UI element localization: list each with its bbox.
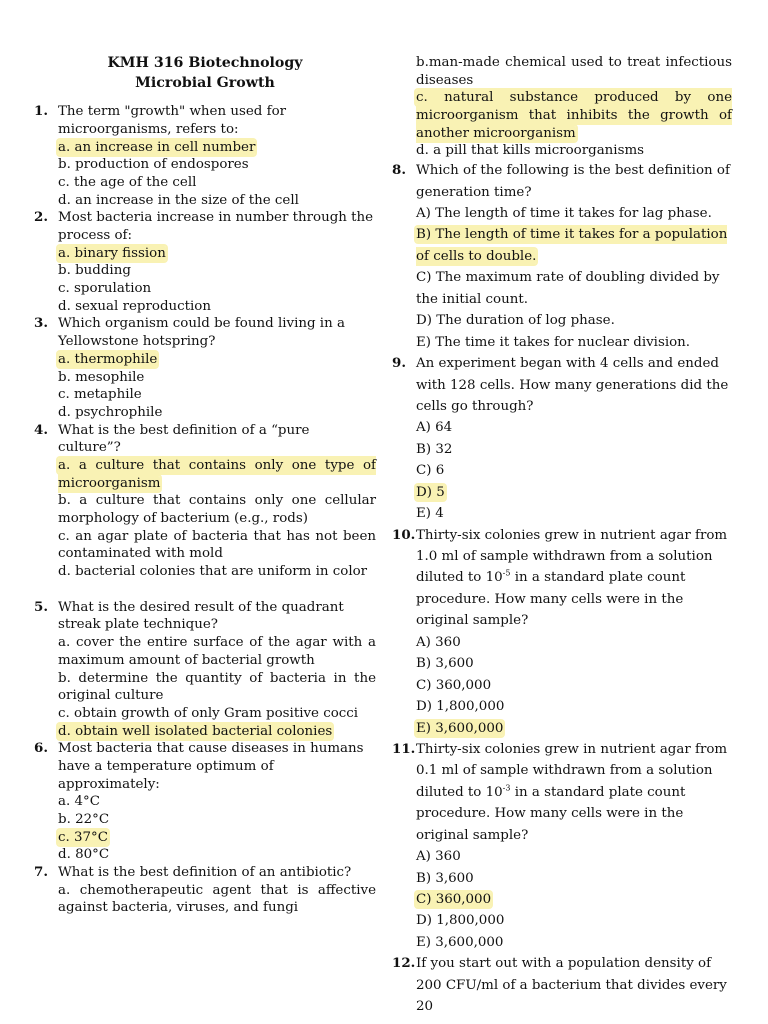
option-e — [416, 718, 732, 739]
question-6 — [34, 740, 376, 864]
question-stem: Thirty-six colonies grew in nutrient agar from 1.0 ml of sample withdrawn from a solution diluted to $10^{-5}$ in a standard plate count procedure. How many cells were in the original sample? — [416, 527, 728, 629]
option-b — [416, 224, 732, 267]
option-b: b. mesophile — [58, 369, 145, 385]
option-c: C) The maximum rate of doubling divided by the initial count. — [416, 270, 720, 307]
highlighted-answer: c. 37°C — [58, 829, 108, 845]
highlighted-answer: a. thermophile — [58, 351, 158, 367]
question-stem: Which of the following is the best definition of generation time? — [416, 163, 730, 200]
option-a — [58, 457, 376, 492]
highlighted-answer: D) 5 — [416, 484, 445, 500]
highlighted-answer: C) 360,000 — [416, 892, 492, 907]
highlighted-answer: c. natural substance produced by one microorganism that inhibits the growth of another microorganism — [416, 90, 732, 141]
option-b: b. budding — [58, 263, 131, 279]
question-3 — [34, 315, 376, 421]
option-b: b. 22°C — [58, 812, 110, 827]
question-9 — [392, 353, 732, 525]
question-number: 6. — [34, 740, 48, 757]
course-title: KMH 316 Biotechnology — [107, 55, 303, 71]
option-a: a. cover the entire surface of the agar with a maximum amount of bacterial growth — [58, 635, 376, 668]
highlighted-answer: B) The length of time it takes for a population of cells to double. — [416, 227, 728, 264]
option-d: D) 1,800,000 — [416, 913, 505, 929]
option-d: d. bacterial colonies that are uniform in color — [58, 564, 368, 580]
option-d: d. 80°C — [58, 847, 110, 863]
question-number: 10. — [392, 526, 416, 543]
highlighted-answer: a. an increase in cell number — [58, 139, 256, 155]
question-stem: The term "growth" when used for microorganisms, refers to: — [58, 104, 287, 137]
question-7-continued — [392, 54, 732, 160]
question-number: 7. — [34, 864, 48, 881]
option-b: b. production of endospores — [58, 157, 249, 173]
option-a: A) The length of time it takes for lag phase. — [416, 206, 712, 221]
option-a: A) 360 — [416, 634, 461, 650]
question-4 — [34, 422, 376, 581]
option-b: B) 3,600 — [416, 870, 474, 886]
option-d — [416, 482, 732, 503]
option-a: a. 4°C — [58, 794, 100, 810]
question-number: 9. — [392, 355, 406, 372]
left-column — [34, 54, 376, 917]
question-stem: What is the desired result of the quadrant streak plate technique? — [58, 599, 344, 633]
question-number: 3. — [34, 315, 48, 332]
question-10 — [392, 525, 732, 739]
option-c — [58, 829, 376, 847]
question-stem: Most bacteria that cause diseases in humans have a temperature optimum of approximately: — [58, 741, 364, 792]
question-number: 12. — [392, 955, 416, 972]
highlighted-answer: a. binary fission — [58, 245, 166, 261]
option-d: D) The duration of log phase. — [416, 313, 615, 329]
question-number: 4. — [34, 421, 48, 438]
highlighted-answer: a. a culture that contains only one type of microorganism — [58, 457, 376, 491]
option-d: d. psychrophile — [58, 404, 163, 420]
option-c: C) 6 — [416, 463, 445, 479]
option-c: c. metaphile — [58, 387, 142, 403]
question-stem: Most bacteria increase in number through the process of: — [58, 210, 374, 243]
option-b: B) 3,600 — [416, 656, 474, 672]
option-c: c. an agar plate of bacteria that has not been contaminated with mold — [58, 528, 376, 562]
option-d: D) 1,800,000 — [416, 699, 505, 715]
option-e: E) 3,600,000 — [416, 934, 504, 950]
question-number: 11. — [392, 740, 416, 757]
option-e: E) The time it takes for nuclear division. — [416, 334, 691, 350]
option-a: a. chemotherapeutic agent that is affective against bacteria, viruses, and fungi — [58, 882, 376, 916]
option-a — [58, 245, 376, 263]
option-c — [416, 89, 732, 142]
question-1 — [34, 103, 376, 209]
option-a — [58, 139, 376, 157]
question-5 — [34, 599, 376, 741]
right-column — [392, 54, 732, 1018]
question-number: 8. — [392, 162, 406, 179]
option-b: B) 32 — [416, 441, 453, 457]
option-e: E) 4 — [416, 506, 444, 522]
option-b: b. a culture that contains only one cellular morphology of bacterium (e.g., rods) — [58, 493, 376, 526]
question-8 — [392, 160, 732, 353]
question-7 — [34, 864, 376, 917]
option-d: d. an increase in the size of the cell — [58, 192, 299, 208]
option-d: d. sexual reproduction — [58, 298, 211, 314]
option-a: A) 360 — [416, 849, 461, 865]
question-stem: If you start out with a population density of 200 CFU/ml of a bacterium that divides every 20 — [416, 956, 727, 1015]
highlighted-answer: d. obtain well isolated bacterial colonies — [58, 723, 333, 739]
option-c: C) 360,000 — [416, 677, 492, 693]
question-number: 1. — [34, 103, 48, 120]
option-d — [58, 723, 376, 741]
option-a: A) 64 — [416, 420, 453, 436]
option-c: c. the age of the cell — [58, 174, 197, 190]
option-d: d. a pill that kills microorganisms — [416, 143, 645, 159]
highlighted-answer: E) 3,600,000 — [416, 720, 504, 736]
question-stem: An experiment began with 4 cells and ended with 128 cells. How many generations did the cells go through? — [416, 356, 729, 414]
option-c: c. sporulation — [58, 281, 152, 297]
question-number: 5. — [34, 598, 48, 615]
question-stem: What is the best definition of an antibiotic? — [58, 865, 352, 881]
question-stem: Which organism could be found living in a Yellowstone hotspring? — [58, 316, 345, 350]
option-c: c. obtain growth of only Gram positive cocci — [58, 705, 359, 721]
question-number: 2. — [34, 209, 48, 226]
question-12 — [392, 953, 732, 1017]
question-stem: What is the best definition of a “pure culture”? — [58, 422, 310, 456]
option-a — [58, 351, 376, 369]
question-11 — [392, 739, 732, 953]
question-2 — [34, 209, 376, 315]
question-stem: Thirty-six colonies grew in nutrient agar from 0.1 ml of sample withdrawn from a solution diluted to $10^{-3}$ in a standard plate count procedure. How many cells were in the original sample? — [416, 741, 728, 843]
option-b: b. determine the quantity of bacteria in the original culture — [58, 670, 376, 704]
option-b: b.man-made chemical used to treat infectious diseases — [416, 55, 732, 88]
option-c — [416, 889, 732, 910]
topic-title: Microbial Growth — [135, 74, 275, 91]
